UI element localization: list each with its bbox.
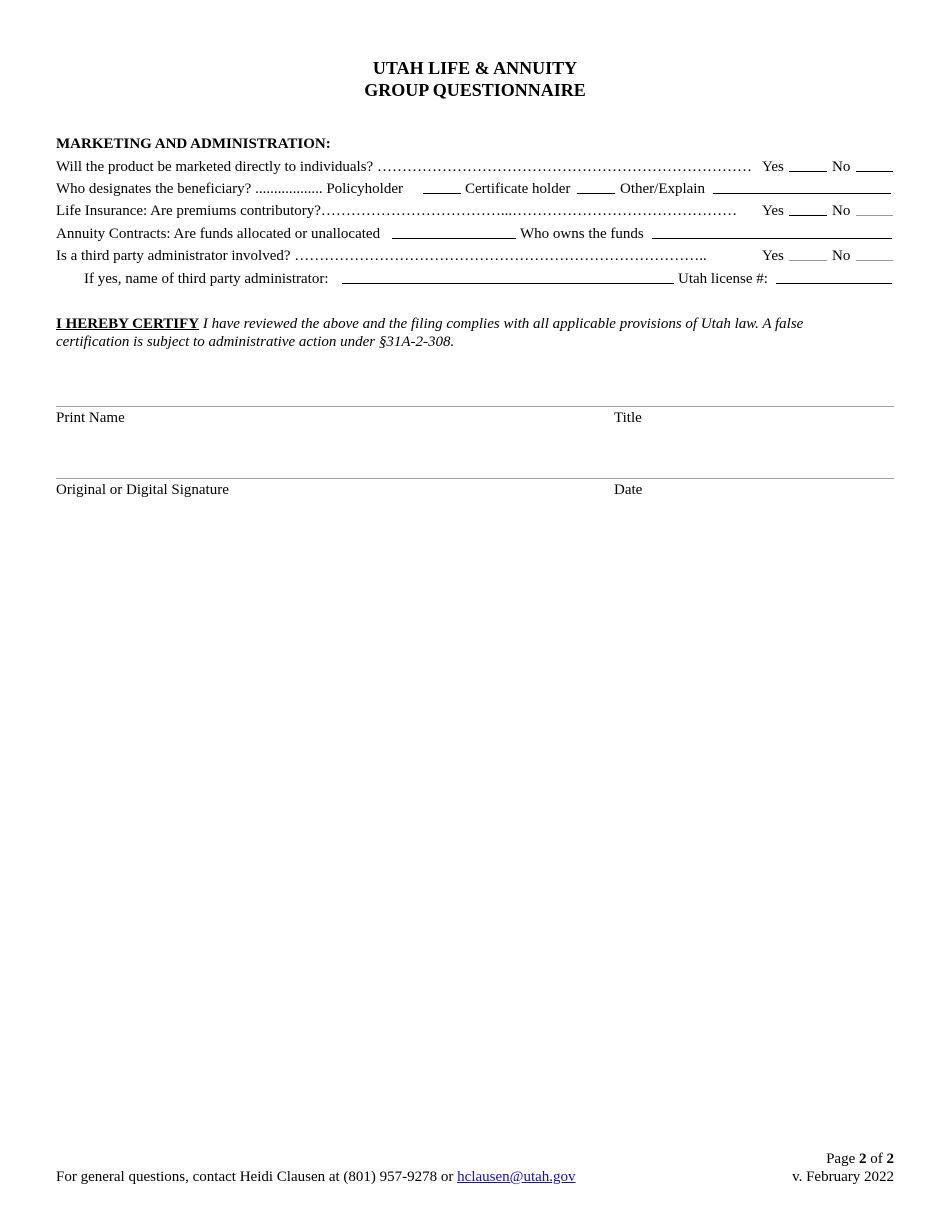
funds-allocation-blank[interactable] (392, 238, 516, 239)
no-label: No (832, 203, 851, 219)
question-text: Who designates the beneficiary? .................. Policyholder (56, 181, 403, 197)
print-name-label: Print Name (56, 410, 125, 426)
tpa-name-blank[interactable] (342, 283, 674, 284)
question-row-tpa (56, 246, 894, 266)
form-version: v. February 2022 (792, 1169, 894, 1185)
question-row-beneficiary (56, 179, 894, 199)
question-row-annuity-funds (56, 224, 894, 244)
section-heading: MARKETING AND ADMINISTRATION: (56, 136, 331, 152)
contact-email-link[interactable]: hclausen@utah.gov (457, 1169, 576, 1185)
utah-license-label: Utah license #: (678, 271, 768, 287)
question-row-tpa-name (56, 269, 894, 289)
yes-blank[interactable] (789, 171, 827, 172)
funds-owner-blank[interactable] (652, 238, 892, 239)
other-explain-label: Other/Explain (620, 181, 705, 197)
funds-owner-label: Who owns the funds (520, 226, 644, 242)
yes-label: Yes (762, 159, 784, 175)
question-text: Life Insurance: Are premiums contributory?………………………………...……………………………………… (56, 203, 738, 219)
question-row-premiums (56, 201, 894, 221)
certify-text: I have reviewed the above and the filing complies with all applicable provisions of Utah law. A false certification is subject to administrative action under §31A-2-308. (56, 316, 804, 350)
form-title-line2: GROUP QUESTIONNAIRE (364, 80, 586, 100)
policyholder-blank[interactable] (423, 193, 461, 194)
form-title-line1: UTAH LIFE & ANNUITY (372, 58, 578, 78)
no-blank[interactable] (856, 171, 893, 172)
page-current: 2 (859, 1151, 867, 1167)
page-label: Page (826, 1151, 859, 1167)
question-row-marketed (56, 157, 894, 177)
utah-license-blank[interactable] (776, 283, 892, 284)
no-label: No (832, 159, 851, 175)
certificate-holder-blank[interactable] (577, 193, 615, 194)
question-text: If yes, name of third party administrator: (84, 271, 329, 287)
question-text: Is a third party administrator involved? ……………………………………………………………………….. (56, 248, 707, 264)
yes-blank[interactable] (789, 215, 827, 216)
page-of: of (866, 1151, 887, 1167)
yes-label: Yes (762, 248, 784, 264)
no-blank[interactable] (856, 215, 893, 216)
signature-date-line[interactable] (56, 478, 894, 479)
certification-statement (56, 315, 856, 351)
signature-label: Original or Digital Signature (56, 482, 229, 498)
certify-lead: I HEREBY CERTIFY (56, 316, 200, 332)
contact-text: For general questions, contact Heidi Clausen at (801) 957-9278 or (56, 1169, 458, 1185)
other-explain-blank[interactable] (713, 193, 891, 194)
page-number (826, 1150, 894, 1168)
yes-blank[interactable] (789, 260, 827, 261)
footer-contact (56, 1168, 576, 1186)
page-total: 2 (886, 1151, 894, 1167)
question-text: Annuity Contracts: Are funds allocated or unallocated (56, 226, 381, 242)
title-label: Title (614, 410, 642, 426)
yes-label: Yes (762, 203, 784, 219)
question-text: Will the product be marketed directly to individuals? ………………………………………………………………… (56, 159, 752, 175)
no-label: No (832, 248, 851, 264)
certificate-holder-label: Certificate holder (465, 181, 571, 197)
date-label: Date (614, 482, 643, 498)
no-blank[interactable] (856, 260, 893, 261)
name-title-line[interactable] (56, 406, 894, 407)
